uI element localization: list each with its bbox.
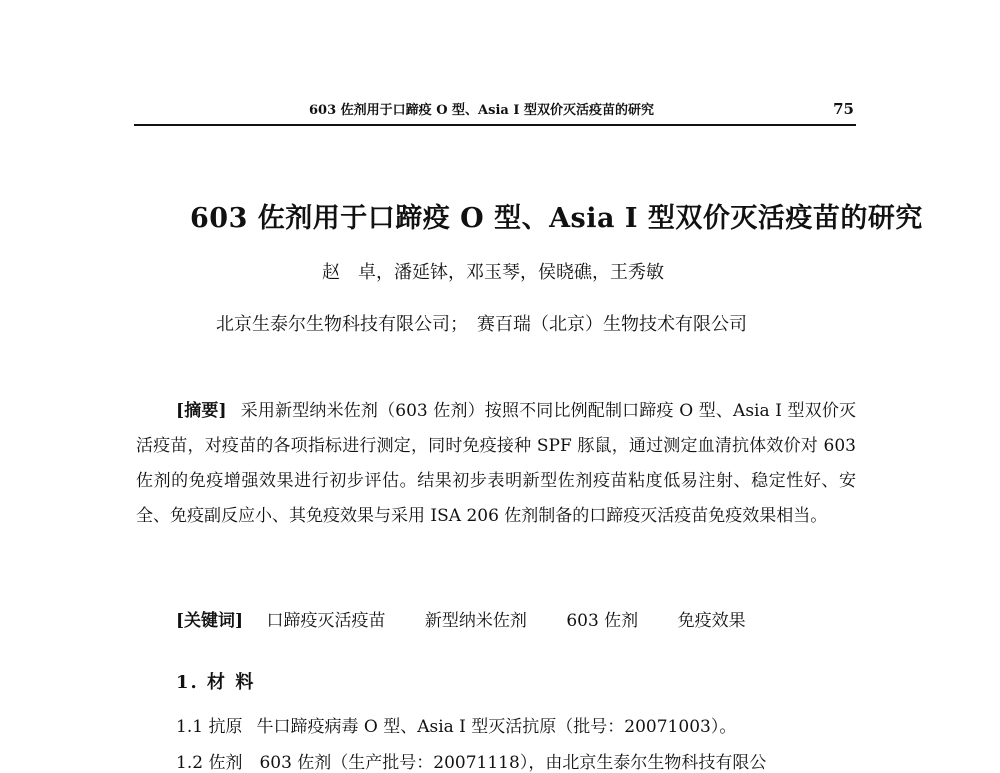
authors: 赵 卓，潘延钵，邓玉琴，侯晓礁，王秀敏 bbox=[322, 262, 664, 283]
keyword: 口蹄疫灭活疫苗 bbox=[266, 611, 386, 631]
running-title: 603 佐剂用于口蹄疫 O 型、Asia I 型双价灭活疫苗的研究 bbox=[309, 103, 654, 118]
abstract-text: 采用新型纳米佐剂（603 佐剂）按照不同比例配制口蹄疫 O 型、Asia I 型双价灭活疫苗，对疫苗的各项指标进行测定，同时免疫接种 SPF 豚鼠，通过测定血清抗体效价对 603 佐剂的免疫增强效果进行初步评估。结果初步表明新型佐剂疫苗粘度低易注射、稳定性好、安全、免疫副反应小、其免疫效果与采用 ISA 206 佐剂制备的口蹄疫灭活疫苗免疫效果相当。 bbox=[136, 401, 856, 526]
keyword: 免疫效果 bbox=[677, 611, 746, 631]
section-heading: 1. 材 料 bbox=[176, 672, 256, 693]
running-header bbox=[134, 96, 856, 126]
affiliations: 北京生泰尔生物科技有限公司； 赛百瑞（北京）生物技术有限公司 bbox=[216, 314, 747, 335]
keywords-label: [关键词] bbox=[176, 611, 244, 631]
paragraph-adjuvant: 1.2 佐剂 603 佐剂（生产批号：20071118），由北京生泰尔生物科技有限公 bbox=[176, 753, 767, 773]
abstract-label: [摘要] bbox=[176, 401, 227, 421]
paragraph-text: 牛口蹄疫病毒 O 型、Asia I 型灭活抗原（批号：20071003）。 bbox=[256, 717, 737, 737]
keyword: 新型纳米佐剂 bbox=[424, 611, 527, 631]
abstract bbox=[136, 394, 856, 534]
keywords bbox=[176, 606, 780, 631]
paragraph-antigen bbox=[176, 712, 736, 737]
paragraph-number: 1.1 抗原 bbox=[176, 717, 243, 737]
paper-title: 603 佐剂用于口蹄疫 O 型、Asia I 型双价灭活疫苗的研究 bbox=[190, 203, 923, 234]
page-number: 75 bbox=[833, 100, 854, 118]
keyword: 603 佐剂 bbox=[566, 611, 639, 631]
